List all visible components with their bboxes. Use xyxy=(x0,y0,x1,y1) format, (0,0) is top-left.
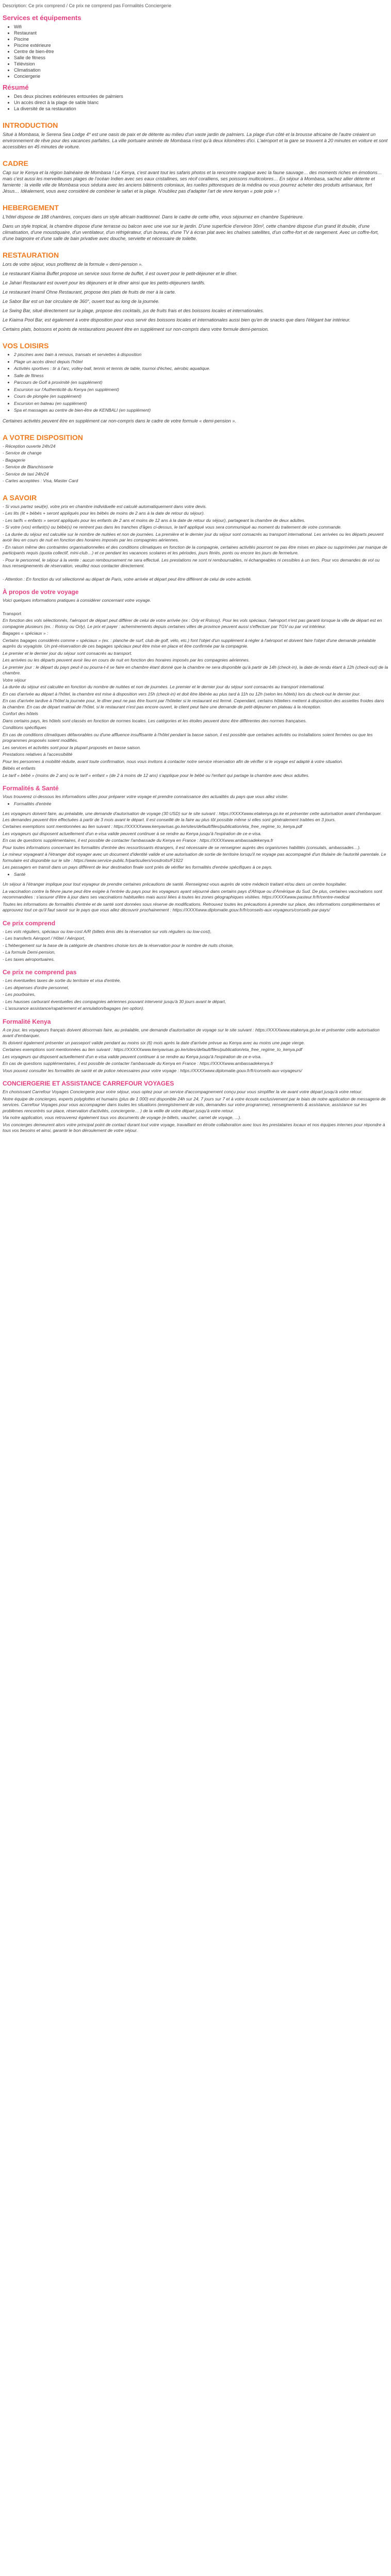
transport-title: Transport xyxy=(3,611,22,616)
restauration-intro: Lors de votre séjour, vous profiterez de la formule « demi-pension ». xyxy=(3,262,143,267)
formalite-kenya-paragraph: A ce jour, les voyageurs français doivent désormais faire, au préalable, une demande d'autorisation de voyage sur le site suivant : https://XXXXwww.etakenya.go.ke et présenter cette autorisation avant d'embarquer. xyxy=(3,1027,380,1038)
disposition-item: - Service de taxi 24h/24 xyxy=(3,471,49,477)
formalites-paragraph: Le mineur voyageant à l'étranger doit voyager avec un document d'identité valide et une autorisation de sortie de territoire lorsqu'il ne voyage pas accompagné d'un titulaire de l'autorité parentale. Le formulaire est disponible sur le site : https://www.service-public.fr/particuliers/vosdroits/F1922 xyxy=(3,852,386,863)
formalites-sante-title: Formalités & Santé xyxy=(3,785,59,792)
resume-list xyxy=(3,93,388,112)
list-item: • Climatisation xyxy=(14,67,388,73)
loisirs-title: VOS LOISIRS xyxy=(3,342,49,350)
prix-comprend-item: - Les vols réguliers, spéciaux ou low-cost A/R (billets émis dès la réservation sur vols réguliers ou low-cost), xyxy=(3,928,212,934)
disposition-item: - Cartes acceptées : Visa, Master Card xyxy=(3,478,78,483)
introduction-text: Situé à Mombasa, le Serena Sea Lodge 4* est une oasis de paix et de détente au milieu d'un vaste jardin de palmiers. La plage d'un côté et la brousse africaine de l'autre créaient un environnement de rêve pour des vacances parfaites. La ville portuaire animée de Mombasa n'est qu'à deux kilomètres d'ici. L'aéroport et la gare se trouvent à 20 minutes en voiture et sont accessibles en 45 minutes de voiture. xyxy=(3,132,388,149)
prix-ne-comprend-item: - Les hausses carburant éventuelles des compagnies aériennes pouvant intervenir jusqu'à 30 jours avant le départ, xyxy=(3,998,226,1004)
savoir-title: A SAVOIR xyxy=(3,493,37,502)
list-item: • Spa et massages au centre de bien-être de KENBALI (en supplément) xyxy=(14,408,388,414)
savoir-item: - Si vous partez seul(e), votre prix en chambre individuelle est calculé automatiquement dans votre devis. xyxy=(3,503,207,509)
transport-item: Les services et activités sont pour la plupart proposés en basse saison. xyxy=(3,744,141,750)
services-list xyxy=(3,24,388,79)
transport-item: En cas de conditions climatiques défavorables ou d'une affluence insuffisante à l'hôtel pendant la basse saison, il est possible que certaines activités ou installations soient fermées ou que les programmes proposés soient modifiés. xyxy=(3,732,373,743)
cadre-title: CADRE xyxy=(3,159,28,167)
formalites-paragraph: Les voyageurs qui disposent actuellement d'un e-visa valide peuvent continuer à se rendre au Kenya jusqu'à l'expiration de ce e-visa. xyxy=(3,831,262,836)
formalite-kenya-paragraph: Certaines exemptions sont mentionnées au lien suivant : https://XXXXXwww.kenyavisas.go.ke/sites/default/files/publication/eta_free_regime_to_kenya.pdf xyxy=(3,1047,302,1052)
conciergerie-paragraph: Notre équipe de concierges, experts polyglottes et humains (plus de 1 000) est disponible 24h sur 24, 7 jours sur 7 et à votre écoute exclusivement par le biais de notre application de messagerie de services. Carrefour Voyages pour vous accompagner dans toutes les situations (enregistrement de vols, demandes sur votre programme), renseignements & assistance, assistance sur les problèmes rencontrés sur place, réservation d'activités, conciergerie… ) de la veille de votre départ jusqu'à votre retour. xyxy=(3,1096,386,1113)
formalites-bullet-list xyxy=(3,801,388,807)
list-item: • Excursion sur l'Authenticité du Kenya (en supplément) xyxy=(14,387,388,393)
transport-item: Confort des hôtels xyxy=(3,711,38,716)
sante-paragraph: Toutes les informations de formalités d'entrée et de santé sont données sous réserve de modifications. Retrouvez toutes les précautions à prendre sur place, des informations complémentaires et approuvez tout ce qu'il faut savoir sur le pays que vous allez découvrir prochainement : https://XXXXwww.diplomatie.gouv.fr/fr/conseils-aux-voyageurs/conseils-par-pays/ xyxy=(3,901,380,912)
loisirs-list xyxy=(3,352,388,414)
list-item: • Restaurant xyxy=(14,30,388,36)
list-item: • Excursion en bateau (en supplément) xyxy=(14,401,388,407)
introduction-title: INTRODUCTION xyxy=(3,121,58,129)
formalites-paragraph: Certaines exemptions sont mentionnées au lien suivant : https://XXXXXwww.kenyavisas.go.ke/sites/default/files/publication/eta_free_regime_to_kenya.pdf xyxy=(3,824,302,829)
transport-item: Le premier jour : le départ du pays peut-il ou pourra-t-il se faire en chambre étant donné que la chambre ne sera disponible qu'à partir de 14h (check-in), la date de rendu étant à 12h (check-out) de la chambre. xyxy=(3,664,388,675)
formalite-kenya-paragraph: Ils doivent également présenter un passeport valide pendant au moins six (6) mois après la date d'arrivée prévue au Kenya avec au moins une page vierge. xyxy=(3,1040,305,1045)
disposition-title: A VOTRE DISPOSITION xyxy=(3,433,83,442)
list-item: • Conciergerie xyxy=(14,73,388,79)
hebergement-title: HEBERGEMENT xyxy=(3,204,59,212)
prix-comprend-item: - Les transferts Aéroport / Hôtel / Aéroport, xyxy=(3,936,85,941)
conciergerie-paragraph: Via notre application, vous retrouverez également tous vos documents de voyage (e-billets, vaucher, carnet de voyage, ...). xyxy=(3,1115,241,1120)
list-item: • Un accès direct à la plage de sable blanc xyxy=(14,99,388,106)
transport-item: Votre séjour xyxy=(3,677,26,683)
disposition-item: - Service de Blanchisserie xyxy=(3,464,54,469)
prix-ne-comprend-item: - Les éventuelles taxes de sortie du territoire et visa d'entrée, xyxy=(3,978,121,983)
transport-item: Bébés et enfants xyxy=(3,766,36,771)
list-item: • 2 piscines avec bain à remous, transats et serviettes à disposition xyxy=(14,352,388,358)
formalite-kenya-paragraph: En cas de questions supplémentaires, il est possible de contacter l'ambassade du Kenya en France : https://XXXXwww.ambassadekenya.fr xyxy=(3,1061,273,1066)
list-item: • Formalités d'entrée xyxy=(14,801,388,807)
prix-ne-comprend-item: - Les dépenses d'ordre personnel, xyxy=(3,985,69,990)
conciergerie-paragraph: En choisissant Carrefour Voyages Conciergerie pour votre séjour, vous optez pour un service d'accompagnement conçu pour vous simplifier la vie avant votre départ jusqu'à votre retour. xyxy=(3,1089,363,1094)
savoir-item: - En raison même des contraintes organisationnelles et des conditions climatiques en fonction de la compagnie, certaines activités pourront ne pas être mises en place ou supprimées par manque de participants requis (quota collectif, mini-club…) et ce pendant les vacances scolaires et les périodes, jours fériés, ponts ou encore les jours de fermeture. xyxy=(3,544,387,555)
restauration-title: RESTAURATION xyxy=(3,251,59,259)
restauration-item: Certains plats, boissons et points de restaurations peuvent être en supplément sur non-compris dans votre formule demi-pension. xyxy=(3,327,269,332)
transport-item: Dans certains pays, les hôtels sont classés en fonction de normes locales. Les catégories et les étoiles peuvent donc être différentes des normes françaises. xyxy=(3,718,307,723)
prix-comprend-item: - La formule Demi-pension, xyxy=(3,950,56,955)
transport-item: En cas d'arrivée au départ à l'hôtel, la chambre est mise à disposition vers 15h (check-in) et doit être libérée au plus tard à 11h ou 12h (selon les hôtels) lors du check-out le dernier jour. xyxy=(3,691,361,697)
formalites-paragraph: Les passagers en transit dans un pays différent de leur destination finale sont priés de vérifier les formalités d'entrée spécifiques à ce pays. xyxy=(3,865,273,870)
transport-item: Prestations relatives à l'accessibilité xyxy=(3,752,73,757)
list-item: • Activités sportives : tir à l'arc, volley-ball, tennis et tennis de table, tournoi d'échec, aérobic aquatique. xyxy=(14,366,388,372)
transport-item: Le tarif « bébé » (moins de 2 ans) ou le tarif « enfant » (de 2 à moins de 12 ans) s'applique pour le bébé ou l'enfant qui partage la chambre avec deux adultes. xyxy=(3,772,309,778)
list-item: • Plage un accès direct depuis l'hôtel xyxy=(14,359,388,365)
loisirs-note: Certaines activités peuvent être en supplément car non-compris dans le cadre de votre formule « demi-pension ». xyxy=(3,418,236,423)
list-item: • Salle de fitness xyxy=(14,55,388,61)
list-item: • La diversité de sa restauration xyxy=(14,106,388,112)
savoir-item: - Pour le personnel, le séjour à la vente : aucun remboursement ne sera effectué. Les prestations ne sont ni remboursables, ni échangeables ni cessibles à un tiers. Pour vos demandes de vol ou tous renseignements de réservation, veuillez nous contacter directement. xyxy=(3,557,380,568)
restauration-item: Le restaurant Imamil Ohne Restaurant, propose des plats de fruits de mer à la carte. xyxy=(3,290,176,295)
transport-item: Le premier et le dernier jour du séjour sont consacrés au transport. xyxy=(3,650,133,656)
prix-comprend-item: - Les taxes aéroportuaires. xyxy=(3,956,55,962)
restauration-item: Le Swing Bar, situé directement sur la plage, propose des cocktails, jus de fruits frais et des boissons locales et internationales. xyxy=(3,308,264,313)
prix-comprend-item: - L'hébergement sur la base de la catégorie de chambres choisie lors de la réservation pour le nombre de nuits choisie, xyxy=(3,942,234,948)
savoir-item: - Attention : En fonction du vol sélectionné au départ de Paris, votre arrivée et départ peut être différent de celui de votre activité. xyxy=(3,576,252,582)
savoir-item: - Les tarifs « enfants » seront appliqués pour les enfants de 2 ans et moins de 12 ans à la date de retour du séjour), partageant la chambre de deux adultes. xyxy=(3,517,305,523)
list-item: • Des deux piscines extérieures entourées de palmiers xyxy=(14,93,388,99)
conciergerie-paragraph: Vos concierges demeurent alors votre principal point de contact durant tout votre voyage, travaillant en étroite collaboration avec tous les prestataires locaux et nos équipes internes pour répondre à tous vos besoins et ainsi, garantir le bon déroulement de votre séjour. xyxy=(3,1122,385,1133)
list-item: • Parcours de Golf à proximité (en supplément) xyxy=(14,380,388,386)
transport-item: Conditions spécifiques xyxy=(3,725,47,730)
sante-paragraph: La vaccination contre la fièvre jaune peut être exigée à l'entrée du pays pour les voyageurs ayant séjourné dans certains pays d'Afrique ou d'Amérique du Sud. De plus, certaines vaccinations sont recommandées : s'assurer d'être à jour dans ses vaccinations habituelles mais aussi liées à toutes les zones géographiques visitées. https://XXXXwww.pasteur.fr/fr/centre-medical xyxy=(3,888,382,900)
formalite-kenya-title: Formalité Kenya xyxy=(3,1018,51,1025)
list-item: • Piscine extérieure xyxy=(14,42,388,48)
transport-item: Bagages « spéciaux » : xyxy=(3,631,48,636)
formalites-paragraph: Les voyageurs doivent faire, au préalable, une demande d'autorisation de voyage (30 USD) sur le site suivant : https://XXXXwww.etakenya.go.ke et présenter cette autorisation avant d'embarquer. Les demandes peuvent être effectuées à partir de 3 mois avant le départ. Il est conseillé de la faire au plus tôt possible même si elles sont généralement traitées en 3 jours. xyxy=(3,811,382,822)
transport-item: Certains bagages considérés comme « spéciaux » (ex. : planche de surf, club de golf, vélo, etc.) font l'objet d'un supplément à régler à l'aéroport et doivent faire l'objet d'une demande préalable auprès du voyagiste. Un pré-réservation de ces bagages spéciaux peut être mise en place et être confirmée par la compagnie. xyxy=(3,637,376,649)
formalites-paragraph: Pour toutes informations concernant les formalités d'entrée des ressortissants étrangers, il est nécessaire de se renseigner auprès des organismes habilités (consulats, ambassades…). xyxy=(3,844,361,850)
voyage-title: À propos de votre voyage xyxy=(3,588,79,596)
transport-item: En cas d'arrivée tardive à l'hôtel la journée pour, le dîner peut ne pas être fourni par l'hôtelier si le restaurant est fermé. Cependant, certains hôteliers mettent à disposition des assiettes froides dans la chambre. En cas de départ matinal de l'hôtel, si le restaurant n'est pas encore ouvert, le client peut faire une demande de petit-déjeuner en plateau à la réception. xyxy=(3,698,384,709)
voyage-intro: Voici quelques informations pratiques à considérer concernant votre voyage. xyxy=(3,598,151,603)
restauration-item: Le Kiaima Pool Bar, est également à votre disposition pour vous servir des boissons locales et internationales aussi bien qu'en de snacks que dans l'élégant bar intérieur. xyxy=(3,317,351,323)
prix-ne-comprend-title: Ce prix ne comprend pas xyxy=(3,969,77,976)
list-item: • Piscine xyxy=(14,36,388,42)
conciergerie-title: CONCIERGERIE ET ASSISTANCE CARREFOUR VOYAGES xyxy=(3,1080,174,1087)
list-item: • Centre de bien-être xyxy=(14,48,388,55)
prix-comprend-title: Ce prix comprend xyxy=(3,919,56,927)
services-title: Services et équipements xyxy=(3,14,82,22)
disposition-item: - Service de change xyxy=(3,450,42,455)
transport-item: Pour les personnes à mobilité réduite, avant toute confirmation, nous vous invitons à contacter notre service réservation afin de vérifier si le voyage est adapté à votre situation. xyxy=(3,758,344,764)
restauration-item: Le Jahari Restaurant est ouvert pour les déjeuners et le dîner ainsi que les petits-déjeuners tardifs. xyxy=(3,280,206,285)
formalites-paragraph: En cas de questions supplémentaires, il est possible de contacter l'ambassade du Kenya en France : https://XXXXwww.ambassadekenya.fr xyxy=(3,838,273,843)
list-item: • Salle de fitness xyxy=(14,373,388,379)
transport-item: En fonction des vols sélectionnés, l'aéroport de départ peut différer de celui de votre arrivée (ex : Orly et Roissy). Pour les vols spéciaux, l'aéroport n'est pas garanti lorsque la ville de départ est en compagnie plusieurs (ex. : Roissy ou Orly). Le prix et payer : acheminements depuis certaines villes de province peuvent aussi s'effectuer par TGV ou par vol intérieur. xyxy=(3,618,382,629)
prix-ne-comprend-item: - Les pourboires, xyxy=(3,992,36,997)
restauration-item: Le Sabor Bar est un bar circulaire de 360°, ouvert tout au long de la journée. xyxy=(3,299,160,304)
sante-paragraph: Un séjour à l'étranger implique pour tout voyageur de prendre certaines précautions de santé. Renseignez-vous auprès de votre médecin traitant et/ou dans un centre hospitalier. xyxy=(3,882,347,887)
formalite-kenya-paragraph: Les voyageurs qui disposent actuellement d'un e-visa valide peuvent continuer à se rendre au Kenya jusqu'à l'expiration de ce e-visa. xyxy=(3,1054,262,1059)
disposition-item: - Réception ouverte 24h/24 xyxy=(3,443,56,449)
prix-ne-comprend-item: - L'assurance assistance/rapatriement et annulation/bagages (en option). xyxy=(3,1006,144,1011)
savoir-item: - Les lits (lit + bébés + seront appliqués pour les bébés de moins de 2 ans à la date de retour du séjour). xyxy=(3,511,205,516)
disposition-item: - Bagagerie xyxy=(3,457,25,463)
hebergement-text-2: Dans un style tropical, la chambre dispose d'une terrasse ou balcon avec une vue sur le jardin. D'une superficie d'environ 30m², cette chambre dispose d'un grand lit double, d'une climatisation, d'une moustiquaire, d'un ventilateur, d'un réfrigérateur, d'un bureau, d'une TV à écran plat avec les chaînes satellites, d'un coffre-fort et de rangement. Avec un coffre-fort, d'une baignoire et d'une salle de bain privative avec douche, serviette et nécessaire de toilette. xyxy=(3,224,379,241)
transport-item: La durée du séjour est calculée en fonction du nombre de nuitées et non de journées. Le premier et le dernier jour du séjour sont consacrés au transport international. xyxy=(3,684,325,689)
page xyxy=(3,3,388,1134)
list-item: • Cours de plongée (en supplément) xyxy=(14,394,388,400)
list-item: • Télévision xyxy=(14,61,388,67)
resume-title: Résumé xyxy=(3,83,29,91)
formalite-kenya-paragraph: Vous pouvez consulter les formalités de santé et de police nécessaires pour votre voyage : https://XXXXwww.diplomatie.gouv.fr/fr/conseils-aux-voyageurs/ xyxy=(3,1067,302,1073)
cadre-text: Cap sur le Kenya et la région balnéaire de Mombasa ! Le Kenya, c'est avant tout les safaris photos et la rencontre magique avec la faune sauvage… des moments riches en émotions… mais c'est aussi les merveilleuses plages de l'océan Indien avec ses eaux cristallines, ses récif coralliens, ses poissons multicolores… En séjour à Mombasa, sachez allier détente et farniente : la vieille ville de Mombasa vous séduira avec les anciens bâtiments coloniaux, les ruelles pittoresques de la médina ou vous pourrez acheter des produits artisanaux, fort Jésus… Idéalement, vous avez considéré de combiner le safari et la plage. N'oubliez pas d'adapter l'art de vivre kenyan « pole pole » ! xyxy=(3,170,382,194)
savoir-item: - Si votre (vos) enfant(s) ou bébé(s) ne rentrent pas dans les tranches d'âges ci-dessus, le tarif appliqué vous sera communiqué au moment du traitement de votre commande. xyxy=(3,524,342,530)
list-item: • Wifi xyxy=(14,24,388,30)
sante-bullet-list xyxy=(3,872,388,878)
formalites-sante-text: Vous trouverez ci-dessous les informations utiles pour préparer votre voyage et prendre connaissance des actualités du pays que vous allez visiter. xyxy=(3,794,289,799)
restauration-item: Le restaurant Kiaima Buffet propose un service sous forme de buffet, il est ouvert pour le petit-déjeuner et le dîner. xyxy=(3,271,238,276)
list-item: • Santé xyxy=(14,872,388,878)
hebergement-text-1: L'hôtel dispose de 188 chambres, conçues dans un style africain traditionnel. Dans le cadre de cette offre, vous séjournez en chambre Supérieure. xyxy=(3,214,304,219)
savoir-item: - La durée du séjour est calculée sur le nombre de nuitées et non de journées. La première et le dernier jour du séjour sont consacrés au transport international. Les arrivées ou les départs peuvent avoir lieu en cours de nuit en fonction des horaires imposés par les compagnies aériennes. xyxy=(3,531,384,543)
description-breadcrumb: Description: Ce prix comprend / Ce prix ne comprend pas Formalités Conciergerie xyxy=(3,3,172,8)
transport-item: Les arrivées ou les départs peuvent avoir lieu en cours de nuit en fonction des horaires imposés par les compagnies aériennes. xyxy=(3,657,250,663)
